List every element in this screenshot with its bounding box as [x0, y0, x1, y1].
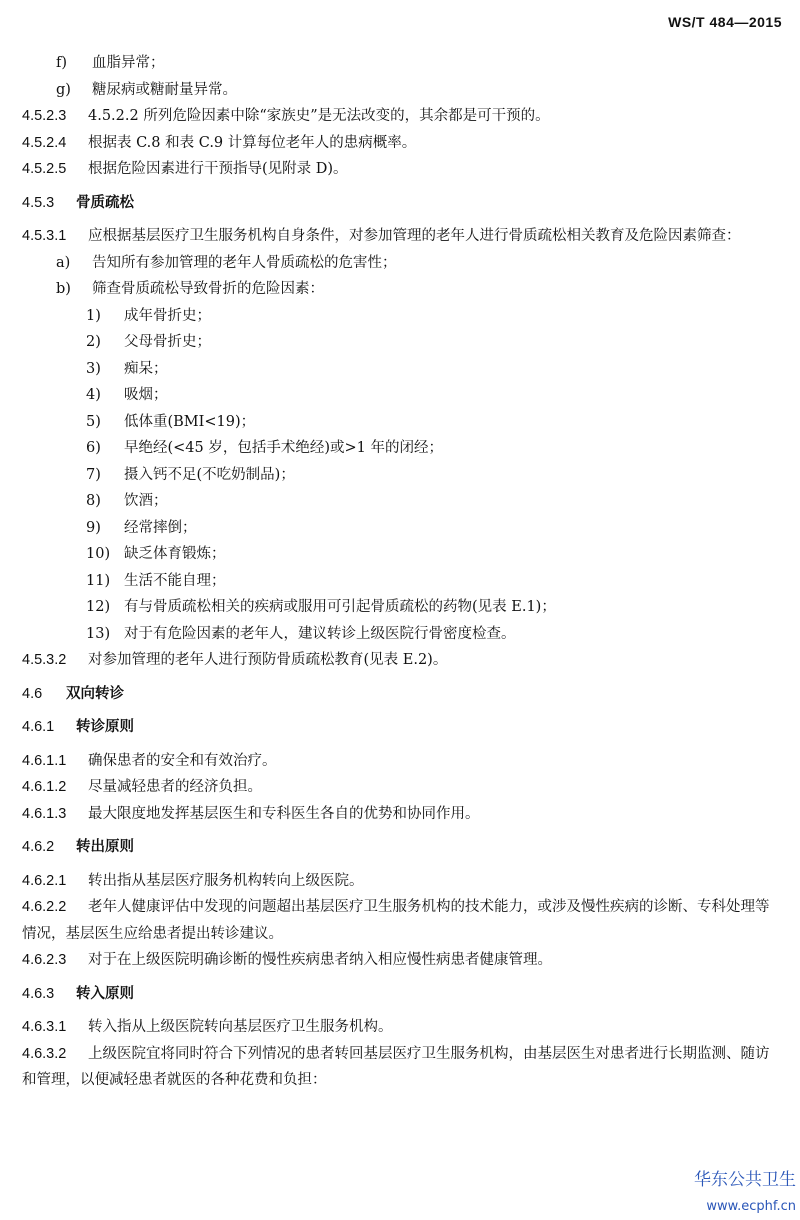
heading-number: 4.6: [22, 685, 43, 702]
heading-title: 骨质疏松: [76, 193, 134, 211]
clause-text: 对于在上级医院明确诊断的慢性疾病患者纳入相应慢性病患者健康管理。: [88, 952, 552, 968]
clause-text: 应根据基层医疗卫生服务机构自身条件，对参加管理的老年人进行骨质疏松相关教育及危险因素筛查：: [88, 228, 741, 244]
list-item-f: [22, 50, 782, 77]
list-marker: 2): [86, 334, 101, 350]
clause-number: 4.5.2.3: [22, 108, 67, 124]
list-text: 筛查骨质疏松导致骨折的危险因素：: [92, 281, 324, 297]
clause-text: 转出指从基层医疗服务机构转向上级医院。: [88, 872, 364, 889]
list-text: 生活不能自理；: [124, 572, 226, 589]
risk-factor-item: [22, 541, 782, 568]
clause-text: 转入指从上级医院转向基层医疗卫生服务机构。: [88, 1019, 393, 1035]
clause-4-6-2-3: [22, 947, 782, 974]
risk-factor-item: [22, 594, 782, 621]
clause-number: 4.6.1.1: [22, 752, 67, 769]
heading-4-6-2: [22, 834, 782, 861]
list-marker: 7): [86, 466, 101, 483]
list-marker: 1): [86, 307, 101, 324]
risk-factor-item: [22, 568, 782, 595]
risk-factor-item: [22, 382, 782, 409]
clause-text: 确保患者的安全和有效治疗。: [88, 752, 277, 769]
list-text: 血脂异常；: [92, 55, 165, 71]
clause-4-5-2-5: [22, 156, 782, 183]
document-body: [22, 50, 782, 1094]
risk-factor-item: [22, 303, 782, 330]
heading-number: 4.6.2: [22, 839, 55, 855]
clause-text: 上级医院宜将同时符合下列情况的患者转回基层医疗卫生服务机构，由基层医生对患者进行长期监测、随访和管理，以便减轻患者就医的各种花费和负担：: [22, 1045, 770, 1088]
list-text: 告知所有参加管理的老年人骨质疏松的危害性；: [92, 254, 397, 271]
clause-number: 4.6.2.3: [22, 952, 67, 968]
heading-title: 双向转诊: [66, 684, 124, 702]
list-marker: 5): [86, 413, 101, 430]
clause-number: 4.5.2.4: [22, 134, 67, 151]
clause-text: 4.5.2.2 所列危险因素中除“家族史”是无法改变的，其余都是可干预的。: [88, 108, 550, 124]
clause-4-6-1-1: [22, 748, 782, 775]
list-text: 饮酒；: [124, 493, 168, 509]
clause-4-6-2-1: [22, 868, 782, 895]
list-marker: 4): [86, 387, 101, 403]
clause-number: 4.6.2.1: [22, 872, 67, 889]
clause-4-5-3-2: [22, 647, 782, 674]
heading-number: 4.5.3: [22, 194, 55, 211]
list-marker: 9): [86, 519, 101, 536]
heading-4-6-1: [22, 714, 782, 741]
list-text: 缺乏体育锻炼；: [124, 546, 226, 562]
list-marker: a): [56, 254, 71, 271]
risk-factor-item: [22, 621, 782, 648]
list-marker: 3): [86, 360, 101, 377]
risk-factor-item: [22, 515, 782, 542]
clause-4-6-1-3: [22, 801, 782, 828]
standard-code: WS/T 484—2015: [668, 14, 782, 30]
list-item-g: [22, 77, 782, 104]
clause-number: 4.6.3.1: [22, 1019, 67, 1035]
clause-4-5-2-3: [22, 103, 782, 130]
clause-4-6-3-1: [22, 1014, 782, 1041]
list-marker: 11): [86, 572, 111, 589]
risk-factor-item: [22, 329, 782, 356]
risk-factor-item: [22, 462, 782, 489]
list-text: 对于有危险因素的老年人，建议转诊上级医院行骨密度检查。: [124, 625, 516, 642]
clause-4-6-2-2: [22, 894, 782, 947]
clause-4-6-1-2: [22, 774, 782, 801]
clause-text: 老年人健康评估中发现的问题超出基层医疗卫生服务机构的技术能力，或涉及慢性疾病的诊断、专科处理等情况，基层医生应给患者提出转诊建议。: [22, 899, 770, 942]
heading-4-5-3: [22, 190, 782, 217]
clause-number: 4.5.3.2: [22, 652, 67, 668]
list-marker: 6): [86, 440, 101, 456]
risk-factor-item: [22, 435, 782, 462]
clause-number: 4.6.3.2: [22, 1045, 67, 1062]
list-marker: 10): [86, 546, 111, 562]
list-text: 早绝经(<45 岁，包括手术绝经)或>1 年的闭经；: [124, 440, 444, 456]
clause-number: 4.5.2.5: [22, 161, 67, 177]
list-marker: g): [56, 81, 71, 98]
clause-number: 4.6.1.3: [22, 805, 67, 822]
list-text: 经常摔倒；: [124, 519, 197, 536]
clause-number: 4.5.3.1: [22, 228, 67, 244]
list-text: 父母骨折史；: [124, 334, 211, 350]
clause-number: 4.6.2.2: [22, 899, 67, 915]
heading-4-6: [22, 681, 782, 708]
clause-4-5-2-4: [22, 130, 782, 157]
risk-factor-item: [22, 488, 782, 515]
list-marker: 8): [86, 493, 101, 509]
clause-number: 4.6.1.2: [22, 779, 67, 795]
list-item-a: [22, 250, 782, 277]
heading-title: 转入原则: [76, 984, 134, 1002]
clause-text: 最大限度地发挥基层医生和专科医生各自的优势和协同作用。: [88, 805, 480, 822]
list-text: 成年骨折史；: [124, 307, 211, 324]
list-marker: b): [56, 281, 71, 297]
heading-4-6-3: [22, 981, 782, 1008]
heading-number: 4.6.1: [22, 719, 55, 735]
list-text: 吸烟；: [124, 387, 168, 403]
heading-title: 转出原则: [76, 838, 134, 855]
clause-text: 尽量减轻患者的经济负担。: [88, 779, 262, 795]
clause-text: 根据表 C.8 和表 C.9 计算每位老年人的患病概率。: [88, 134, 417, 151]
list-marker: 12): [86, 599, 111, 615]
heading-number: 4.6.3: [22, 985, 55, 1002]
list-text: 有与骨质疏松相关的疾病或服用可引起骨质疏松的药物(见表 E.1)；: [124, 599, 556, 615]
clause-text: 根据危险因素进行干预指导(见附录 D)。: [88, 161, 348, 177]
list-text: 糖尿病或糖耐量异常。: [92, 81, 237, 98]
watermark-logo: 华东公共卫生: [694, 1170, 796, 1190]
clause-4-5-3-1: [22, 223, 782, 250]
list-text: 摄入钙不足(不吃奶制品)；: [124, 466, 295, 483]
clause-4-6-3-2: [22, 1041, 782, 1094]
list-marker: f): [56, 55, 68, 71]
risk-factor-item: [22, 356, 782, 383]
list-marker: 13): [86, 625, 111, 642]
watermark-url: www.ecphf.cn: [706, 1199, 796, 1214]
list-text: 痴呆；: [124, 360, 168, 377]
clause-text: 对参加管理的老年人进行预防骨质疏松教育(见表 E.2)。: [88, 652, 448, 668]
heading-title: 转诊原则: [76, 718, 134, 735]
list-text: 低体重(BMI<19)；: [124, 413, 256, 430]
risk-factor-item: [22, 409, 782, 436]
list-item-b: [22, 276, 782, 303]
